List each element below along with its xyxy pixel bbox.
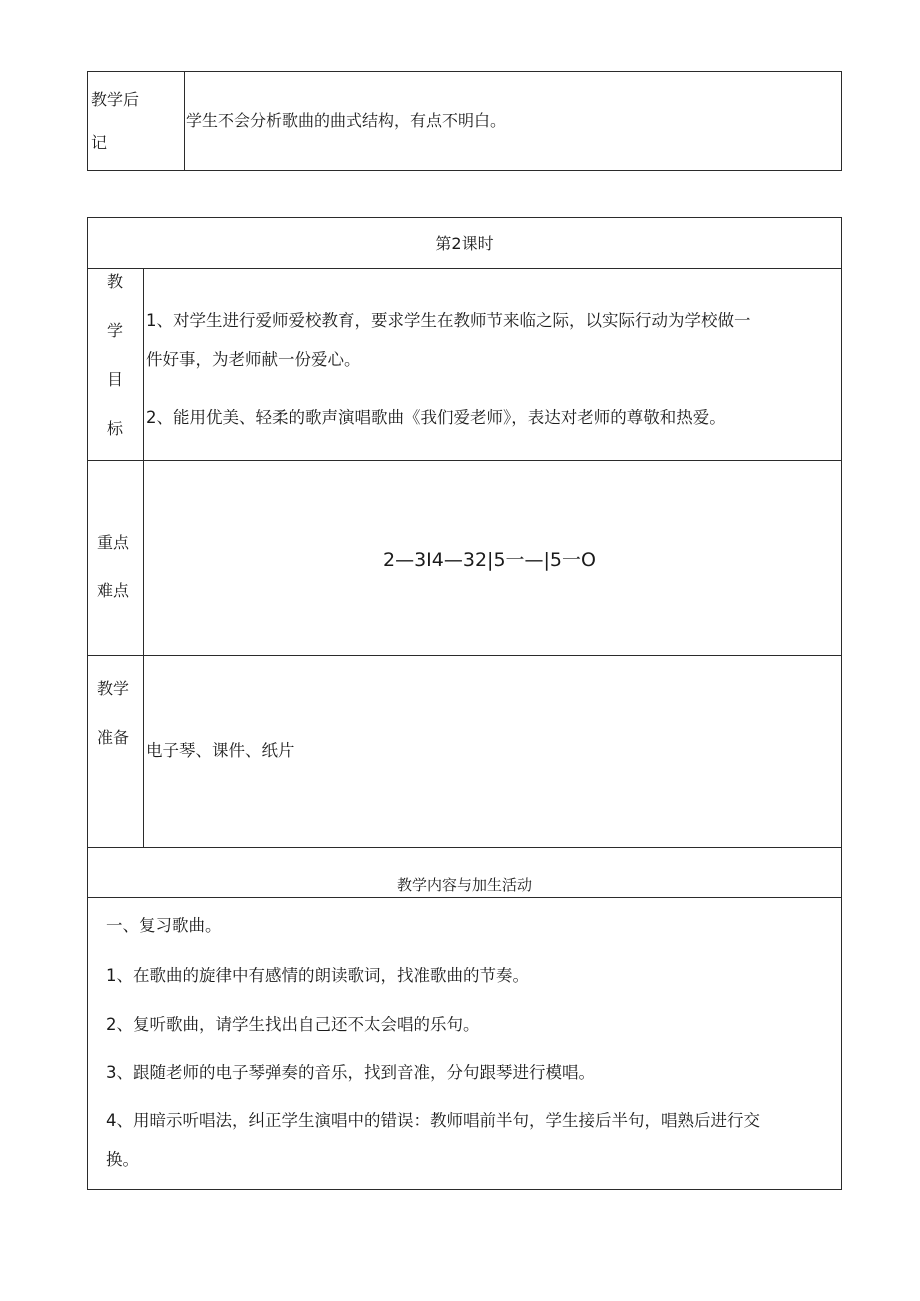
goal-item-2: 2、能用优美、轻柔的歌声演唱歌曲《我们爱老师》，表达对老师的尊敬和热爱。: [146, 408, 726, 427]
goal-item-1-line-1: 1、对学生进行爱师爱校教育，要求学生在教师节来临之际，以实际行动为学校做一: [146, 311, 751, 330]
goals-rule: [87, 460, 842, 461]
activity-step-1: 1、在歌曲的旋律中有感情的朗读歌词，找准歌曲的节奏。: [106, 966, 529, 985]
music-notation: 2—3I4—32|5一—|5一O: [383, 549, 596, 571]
goals-label-char-2: 学: [106, 321, 123, 340]
focus-label-line1: 重点: [97, 533, 130, 552]
reflection-table-divider: [184, 71, 185, 171]
prep-content: 电子琴、课件、纸片: [146, 741, 295, 760]
activities-header: 教学内容与加生活动: [396, 876, 532, 894]
label-column-divider: [143, 268, 144, 847]
lesson-title: 第2课时: [435, 234, 494, 253]
lesson-title-rule: [87, 268, 842, 269]
prep-label-line1: 教学: [97, 679, 130, 698]
prep-label-line2: 准备: [97, 728, 130, 747]
focus-label-line2: 难点: [97, 581, 130, 600]
activity-step-4-line-1: 4、用暗示听唱法，纠正学生演唱中的错误：教师唱前半句，学生接后半句，唱熟后进行交: [106, 1111, 760, 1130]
goal-item-1-line-2: 件好事，为老师献一份爱心。: [146, 350, 361, 369]
goals-label-char-3: 目: [106, 370, 123, 389]
activities-header-rule: [87, 897, 842, 898]
activity-step-2: 2、复听歌曲，请学生找出自己还不太会唱的乐句。: [106, 1015, 480, 1034]
activities-section-title: 一、复习歌曲。: [106, 916, 222, 935]
reflection-content: 学生不会分析歌曲的曲式结构，有点不明白。: [186, 111, 507, 130]
goals-label-char-1: 教: [106, 272, 123, 291]
activity-step-3: 3、跟随老师的电子琴弹奏的音乐，找到音准，分句跟琴进行模唱。: [106, 1063, 595, 1082]
reflection-label-line1: 教学后: [91, 90, 140, 109]
prep-rule: [87, 847, 842, 848]
focus-rule: [87, 655, 842, 656]
activity-step-4-line-2: 换。: [106, 1150, 139, 1169]
goals-label-char-4: 标: [106, 419, 123, 438]
reflection-label-line2: 记: [91, 133, 108, 152]
